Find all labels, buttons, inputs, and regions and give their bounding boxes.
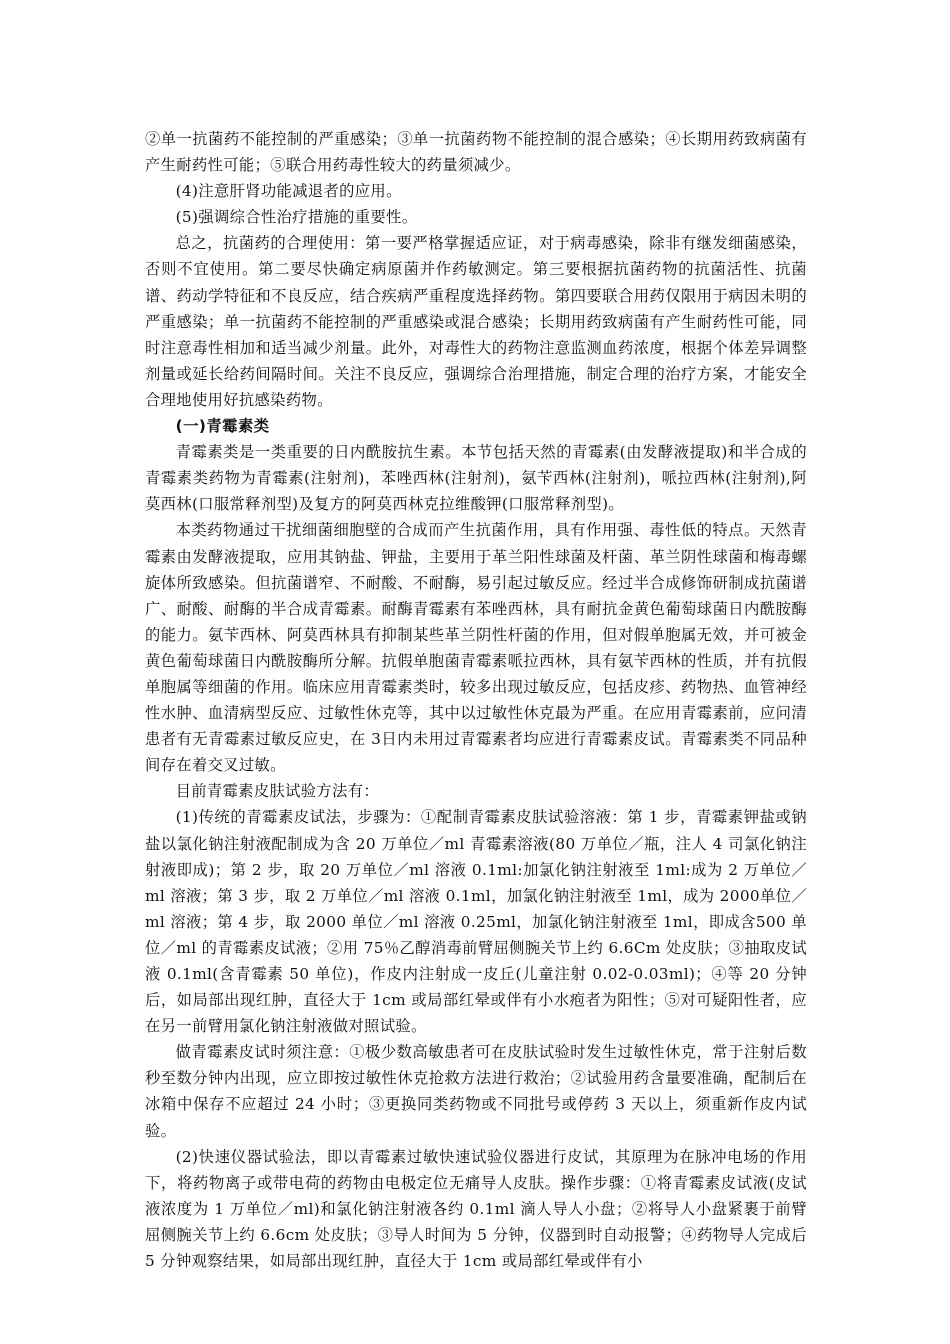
paragraph-rapid-instrument-test: (2)快速仪器试验法，即以青霉素过敏快速试验仪器进行皮试，其原理为在脉冲电场的作用下，将药物离子或带电荷的药物由电极定位无痛导人皮肤。操作步骤：①将青霉素皮试液(皮试液浓度为 1 万单位／ml)和氯化钠注射液各约 0.1ml 滴人导人小盘；②将导人小盘紧裹于前臂屈侧腕关节上约 6.6cm 处皮肤；③导人时间为 5 分钟，仪器到时自动报警；④药物导人完成后 5 分钟观察结果，如局部出现红肿，直径大于 1cm 或局部红晕或伴有小 — [145, 1147, 807, 1271]
section-heading-penicillins: (一)青霉素类 — [175, 417, 270, 436]
paragraph-skin-test-intro: 目前青霉素皮肤试验方法有： — [175, 782, 380, 801]
paragraph-penicillin-mechanism: 本类药物通过干扰细菌细胞壁的合成而产生抗菌作用，具有作用强、毒性低的特点。天然青霉素由发酵液提取，应用其钠盐、钾盐，主要用于革兰阳性球菌及杆菌、革兰阴性球菌和梅毒螺旋体所致感染。但抗菌谱窄、不耐酸、不耐酶，易引起过敏反应。经过半合成修饰研制成抗菌谱广、耐酸、耐酶的半合成青霉素。耐酶青霉素有苯唑西林，具有耐抗金黄色葡萄球菌日内酰胺酶的能力。氨苄西林、阿莫西林具有抑制某些革兰阴性杆菌的作用，但对假单胞属无效，并可被金黄色葡萄球菌日内酰胺酶所分解。抗假单胞菌青霉素哌拉西林，具有氨苄西林的性质，并有抗假单胞属等细菌的作用。临床应用青霉素类时，较多出现过敏反应，包括皮疹、药物热、血管神经性水肿、血清病型反应、过敏性休克等，其中以过敏性休克最为严重。在应用青霉素前，应问清患者有无青霉素过敏反应史，在 3日内未用过青霉素者均应进行青霉素皮试。青霉素类不同品种间存在着交叉过敏。 — [145, 521, 807, 775]
paragraph-traditional-skin-test: (1)传统的青霉素皮试法，步骤为：①配制青霉素皮肤试验溶液：第 1 步，青霉素钾盐或钠盐以氯化钠注射液配制成为含 20 万单位／ml 青霉素溶液(80 万单位／瓶，注人 4 司氯化钠注射液即成)；第 2 步，取 20 万单位／ml 溶液 0.1ml:加氯化钠注射液至 1ml:成为 2 万单位／ml 溶液；第 3 步，取 2 万单位／ml 溶液 0.1ml，加氯化钠注射液至 1ml，成为 2000单位／ml 溶液；第 4 步，取 2000 单位／ml 溶液 0.25ml，加氯化钠注射液至 1ml，即成含500 单位／ml 的青霉素皮试液；②用 75％乙醇消毒前臂屈侧腕关节上约 6.6Cm 处皮肤；③抽取皮试液 0.1ml(含青霉素 50 单位)，作皮内注射成一皮丘(儿童注射 0.02-0.03ml)；④等 20 分钟后，如局部出现红肿，直径大于 1cm 或局部红晕或伴有小水疱者为阳性；⑤对可疑阳性者，应在另一前臂用氯化钠注射液做对照试验。 — [145, 808, 807, 1036]
paragraph-summary: 总之，抗菌药的合理使用：第一要严格掌握适应证，对于病毒感染，除非有继发细菌感染，否则不宜使用。第二要尽快确定病原菌并作药敏测定。第三要根据抗菌药物的抗菌活性、抗菌谱、药动学特征和不良反应，结合疾病严重程度选择药物。第四要联合用药仅限用于病因未明的严重感染；单一抗菌药不能控制的严重感染或混合感染；长期用药致病菌有产生耐药性可能，同时注意毒性相加和适当减少剂量。此外，对毒性大的药物注意监测血药浓度，根据个体差异调整剂量或延长给药间隔时间。关注不良反应，强调综合治理措施，制定合理的治疗方案，才能安全合理地使用好抗感染药物。 — [145, 234, 807, 409]
paragraph-penicillin-intro: 青霉素类是一类重要的日内酰胺抗生素。本节包括天然的青霉素(由发酵液提取)和半合成的青霉素类药物为青霉素(注射剂)，苯唑西林(注射剂)，氨苄西林(注射剂)，哌拉西林(注射剂),阿莫西林(口服常释剂型)及复方的阿莫西林克拉维酸钾(口服常释剂型)。 — [145, 443, 807, 514]
paragraph-item-4: (4)注意肝肾功能减退者的应用。 — [175, 182, 402, 201]
paragraph-indications-continued: ②单一抗菌药不能控制的严重感染；③单一抗菌药物不能控制的混合感染；④长期用药致病菌有产生耐药性可能；⑤联合用药毒性较大的药量须减少。 — [145, 130, 807, 175]
paragraph-item-5: (5)强调综合性治疗措施的重要性。 — [175, 208, 418, 227]
document-page — [145, 126, 807, 1274]
paragraph-skin-test-precautions: 做青霉素皮试时须注意：①极少数高敏患者可在皮肤试验时发生过敏性休克，常于注射后数秒至数分钟内出现，应立即按过敏性休克抢救方法进行救治；②试验用药含量要准确，配制后在冰箱中保存不应超过 24 小时；③更换同类药物或不同批号或停药 3 天以上，须重新作皮内试验。 — [145, 1043, 807, 1140]
